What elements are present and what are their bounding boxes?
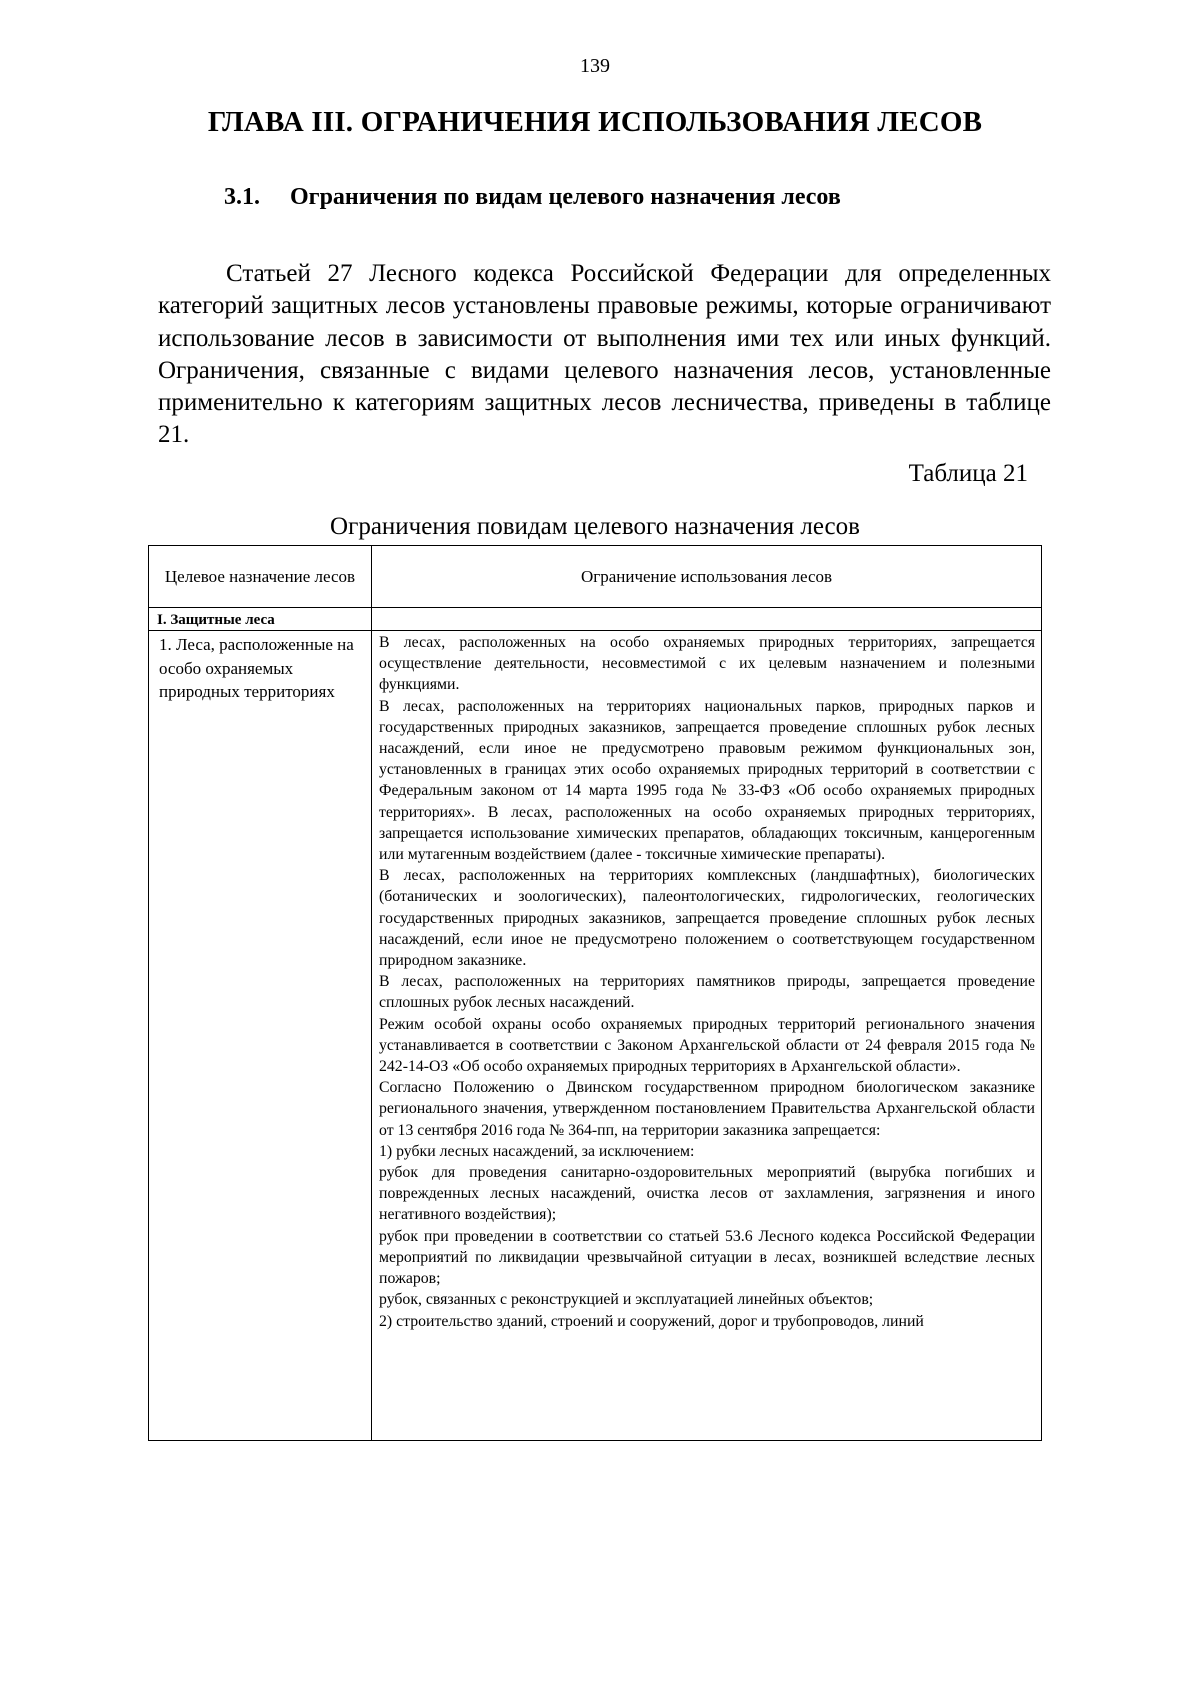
header-purpose: Целевое назначение лесов: [149, 546, 372, 608]
restriction-paragraph: Режим особой охраны особо охраняемых природных территорий регионального значения устанавливается в соответствии с Законом Архангельской области от 24 февраля 2015 года № 242-14-ОЗ «Об особо охраняемых природных территориях в Архангельской области».: [379, 1015, 1035, 1076]
restrictions-table: [148, 545, 1042, 1441]
restriction-paragraph: рубок при проведении в соответствии со статьей 53.6 Лесного кодекса Российской Федерации мероприятий по ликвидации чрезвычайной ситуации в лесах, возникшей вследствие лесных пожаров;: [379, 1227, 1035, 1288]
table-caption: Ограничения повидам целевого назначения лесов: [330, 513, 860, 540]
chapter-title: ГЛАВА III. ОГРАНИЧЕНИЯ ИСПОЛЬЗОВАНИЯ ЛЕСОВ: [207, 106, 983, 138]
restriction-paragraph: В лесах, расположенных на территориях комплексных (ландшафтных), биологических (ботанических и зоологических), палеонтологических, гидрологических, геологических государственных природных заказников, запрещается проведение сплошных рубок лесных насаждений, если иное не предусмотрено положением о соответствующем государственном природном заказнике.: [379, 867, 1035, 970]
restriction-paragraph: 2) строительство зданий, строений и сооружений, дорог и трубопроводов, линий: [379, 1312, 924, 1330]
header-restriction: Ограничение использования лесов: [372, 546, 1042, 608]
restriction-paragraph: В лесах, расположенных на особо охраняемых природных территориях, запрещается осуществление деятельности, несовместимой с их целевым назначением и полезными функциями.: [379, 634, 1035, 694]
restriction-paragraph: В лесах, расположенных на территориях национальных парков, природных парков и государственных природных заказников, запрещается проведение сплошных рубок лесных насаждений, если иное не предусмотрено правовым режимом функциональных зон, установленных в границах этих особо охраняемых природных территорий в соответствии с Федеральным законом от 14 марта 1995 года № 33-ФЗ «Об особо охраняемых природных территориях». В лесах, расположенных на особо охраняемых природных территориях, запрещается использование химических препаратов, обладающих токсичным, канцерогенным или мутагенным воздействием (далее - токсичные химические препараты).: [379, 697, 1035, 864]
restriction-paragraph: рубок для проведения санитарно-оздоровительных мероприятий (вырубка погибших и поврежденных лесных насаждений, очистка лесов от захламления, загрязнения и иного негативного воздействия);: [379, 1164, 1035, 1224]
table-label: Таблица 21: [908, 460, 1028, 487]
restriction-paragraph: 1) рубки лесных насаждений, за исключением:: [379, 1142, 695, 1160]
restriction-paragraph: В лесах, расположенных на территориях памятников природы, запрещается проведение сплошных рубок лесных насаждений.: [379, 973, 1035, 1012]
section-title-text: Ограничения по видам целевого назначения лесов: [290, 184, 841, 210]
section-number: 3.1.: [224, 184, 260, 210]
category-cell: 1. Леса, расположенные на особо охраняемых природных территориях: [149, 631, 372, 1441]
restriction-paragraph: Согласно Положению о Двинском государственном природном биологическом заказнике регионального значения, утвержденном постановлением Правительства Архангельской области от 13 сентября 2016 года № 364-пп, на территории заказника запрещается:: [379, 1079, 1035, 1139]
page-number: 139: [580, 55, 610, 77]
group-protective-forests: I. Защитные леса: [149, 608, 372, 631]
table-header-row: [149, 546, 1042, 608]
restriction-paragraph: рубок, связанных с реконструкцией и эксплуатацией линейных объектов;: [379, 1291, 874, 1309]
section-title: [224, 184, 841, 211]
table-row: [149, 631, 1042, 1441]
table-group-row: [149, 608, 1042, 631]
intro-paragraph: Статьей 27 Лесного кодекса Российской Федерации для определенных категорий защитных лесов установлены правовые режимы, которые ограничивают использование лесов в зависимости от выполнения ими тех или иных функций. Ограничения, связанные с видами целевого назначения лесов, установленные применительно к категориям защитных лесов лесничества, приведены в таблице 21.: [158, 260, 1051, 449]
group-empty-cell: [372, 608, 1042, 631]
restriction-cell: [372, 631, 1042, 1441]
